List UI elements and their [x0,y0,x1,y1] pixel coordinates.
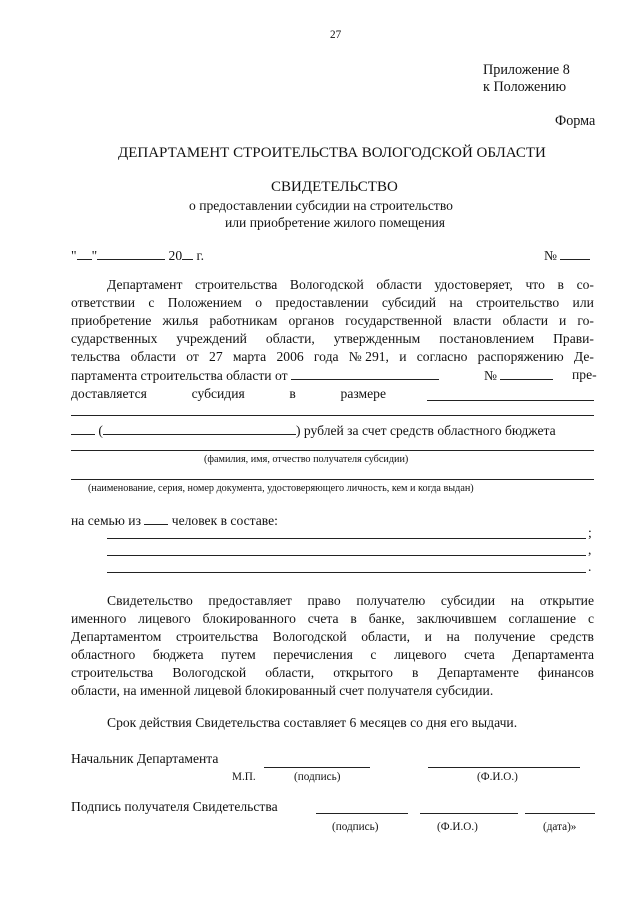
recipient-signature-line[interactable] [316,813,408,814]
order-date-blank[interactable] [291,368,439,380]
day-blank[interactable] [77,248,92,260]
word: соглашение [508,611,577,626]
word: открытого [333,665,393,680]
word: заключившем [416,611,497,626]
paragraph-1-line-5 [71,350,594,364]
word: перечисления [273,647,353,662]
recipient-name-line-2[interactable] [420,813,518,814]
paragraph-2-line-1 [107,594,594,608]
family-line: на семью из человек в составе: [71,513,278,528]
paragraph-1-line-6-end: пре- [572,367,597,382]
word: Вологодской [289,277,364,292]
word: Прави- [553,331,594,346]
word: распоряжению [477,349,564,364]
word: 2006 [276,349,304,364]
word: с [370,647,377,662]
word: субсидии [440,593,496,608]
certificate-number: № [544,248,590,263]
recipient-title: Подпись получателя Свидетельства [71,799,278,814]
word: Департамент [107,277,183,292]
recipient-name-caption: (фамилия, имя, отчество получателя субсидии) [204,454,409,465]
word: строительства [175,629,259,644]
word: лицевого [138,611,191,626]
word: 27 [209,349,223,364]
word: области, [361,629,411,644]
number-blank[interactable] [560,248,590,260]
word: работникам [209,313,278,328]
word: право [307,593,341,608]
paragraph-2-line-4 [71,648,594,662]
recipient-name-caption: (Ф.И.О.) [437,821,478,833]
word: и [424,629,432,644]
word: органов [288,313,335,328]
head-title: Начальник Департамента [71,751,219,766]
word: удостоверяет, [434,277,513,292]
regulation-label: к Положению [483,79,567,95]
paragraph-2-line-6: области, на именной лицевой блокированный счет получателя субсидии. [71,683,494,698]
word: ответствии [71,295,135,310]
word: Де- [573,349,594,364]
word: или [572,295,594,310]
word: утвержденным [333,331,421,346]
word: го- [577,313,594,328]
paragraph-2-line-5 [71,666,594,680]
word: области [376,277,422,292]
paragraph-1-line-1 [107,278,594,292]
word: учреждений [176,331,247,346]
family-member-line-1[interactable] [107,538,586,539]
validity-text: Срок действия Свидетельства составляет 6 месяцев со дня его выдачи. [107,715,518,730]
word: от [186,349,199,364]
word: строительство [476,295,560,310]
word: Департамента [512,647,594,662]
word: субсидия [191,386,245,401]
word: на [449,295,463,310]
word: Вологодской [272,629,347,644]
recipient-date-caption: (дата)» [543,821,577,833]
certificate-subtitle-1: о предоставлении субсидии на строительство [189,198,453,213]
word: доставляется [71,386,147,401]
date-line: " " 20 г. [71,248,204,263]
word: предоставляет [208,593,292,608]
word: тельства [71,349,121,364]
word: счета [307,611,339,626]
paragraph-1-line-4 [71,332,594,346]
word: лицевого [393,647,447,662]
word: получение [474,629,536,644]
word: открытие [539,593,594,608]
year-blank[interactable] [182,248,193,260]
subsidy-amount-blank[interactable] [427,400,594,401]
paragraph-2-line-2 [71,612,594,626]
word: постановлением [439,331,535,346]
family-sep-3: . [588,559,592,574]
word: сударственных [71,331,158,346]
amount-words-blank[interactable] [103,423,296,435]
stamp-label: М.П. [232,771,256,783]
word: предоставлении [275,295,369,310]
family-member-line-2[interactable] [107,555,586,556]
recipient-signature-caption: (подпись) [332,821,379,833]
word: областного [71,647,136,662]
family-sep-2: , [588,542,592,557]
word: блокированного [202,611,296,626]
word: бюджета [152,647,204,662]
recipient-date-line[interactable] [525,813,595,814]
paragraph-2-line-3 [71,630,594,644]
word: на [510,593,524,608]
word: строительства [71,665,154,680]
certificate-title: СВИДЕТЕЛЬСТВО [271,179,398,195]
order-number: № [484,368,553,383]
word: получателю [356,593,426,608]
word: жилья [162,313,199,328]
word: в [289,386,296,401]
word: в [411,665,419,680]
family-sep-1: ; [588,525,592,540]
family-size-blank[interactable] [144,513,168,525]
department-title: ДЕПАРТАМЕНТ СТРОИТЕЛЬСТВА ВОЛОГОДСКОЙ ОБЛАСТИ [118,145,546,161]
word: государственной [345,313,443,328]
amount-line: ( ) рублей за счет средств областного бюджета [71,423,556,438]
word: счета [464,647,495,662]
word: согласно [416,349,468,364]
head-name-line[interactable] [428,767,580,768]
identity-document-caption: (наименование, серия, номер документа, удостоверяющего личность, кем и когда выдан) [88,483,474,494]
word: именного [71,611,127,626]
word: о [255,295,263,310]
word: банке, [368,611,405,626]
form-label: Форма [555,113,596,129]
identity-document-line[interactable] [71,479,594,480]
word: Департаменте [437,665,519,680]
word: власти [453,313,492,328]
paragraph-1-line-6: партамента строительства области от [71,368,439,383]
word: с [587,611,594,626]
word: области, [265,665,315,680]
word: на [446,629,460,644]
word: области [502,313,548,328]
word: области [130,349,176,364]
word: и [559,313,567,328]
head-signature-caption: (подпись) [294,771,341,783]
appendix-label: Приложение 8 [483,62,570,78]
subsidy-amount-line[interactable] [71,415,594,416]
head-signature-line[interactable] [264,767,370,768]
page-number: 27 [330,29,342,41]
amount-number-blank[interactable] [71,423,95,435]
head-name-caption: (Ф.И.О.) [477,771,518,783]
word: приобретение [71,313,152,328]
word: в [350,611,357,626]
paragraph-1-line-2 [71,296,594,310]
certificate-subtitle-2: или приобретение жилого помещения [225,215,446,230]
word: финансов [538,665,594,680]
word: размере [340,386,386,401]
word: Вологодской [172,665,247,680]
word: со- [576,277,594,292]
word: строительства [195,277,278,292]
word: с [148,295,155,310]
word: и [399,349,407,364]
word: путем [221,647,256,662]
paragraph-1-line-7 [71,387,386,401]
word: № 291, [348,349,389,364]
word: области, [265,331,315,346]
word: средств [549,629,594,644]
order-number-blank[interactable] [500,368,553,380]
month-blank[interactable] [97,248,165,260]
family-member-line-3[interactable] [107,572,586,573]
word: что [525,277,545,292]
word: Департаментом [71,629,162,644]
word: года [313,349,339,364]
word: субсидий [381,295,437,310]
word: марта [232,349,267,364]
word: в [557,277,564,292]
word: Положением [167,295,242,310]
word: Свидетельство [107,593,193,608]
paragraph-1-line-3 [71,314,594,328]
recipient-name-line[interactable] [71,450,594,451]
